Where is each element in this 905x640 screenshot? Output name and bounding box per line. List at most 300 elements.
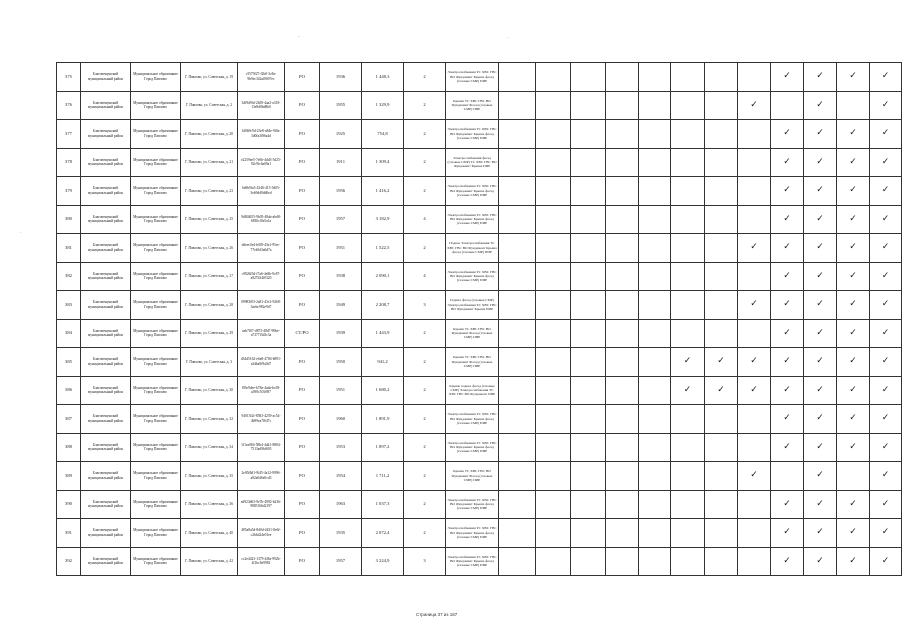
work-check-cell (771, 490, 804, 519)
row-number: 376 (57, 91, 81, 120)
area-cell: 3 224,9 (362, 547, 404, 576)
building-id-cell: c5579f27-f2b0-3c8a-9b9ec342af0697ec (238, 63, 285, 92)
work-check-cell (771, 120, 804, 149)
work-check-cell (870, 348, 902, 377)
work-check-cell (771, 462, 804, 491)
district-cell: Благовещенский муниципальный район (81, 120, 131, 149)
work-check-cell (804, 177, 837, 206)
work-check-cell (536, 348, 571, 377)
checkmark-icon: ✓ (881, 128, 890, 139)
municipality-cell: Муниципальное образование Город Павлово (131, 405, 181, 434)
district-cell: Благовещенский муниципальный район (81, 547, 131, 576)
work-check-cell (837, 519, 870, 548)
work-check-cell (870, 91, 902, 120)
work-check-cell (499, 291, 536, 320)
building-id-cell: e2259ee5-7e0b-4dd3-5d25-92c9fc6a09a1 (238, 148, 285, 177)
address-cell: Г. Павлово, ул. Советская, д. 27 (181, 262, 238, 291)
municipality-cell: Муниципальное образование Город Павлово (131, 91, 181, 120)
work-check-cell (639, 490, 671, 519)
area-cell: 1 711,2 (362, 462, 404, 491)
checkmark-icon: ✓ (849, 384, 857, 395)
checkmark-icon: ✓ (849, 270, 857, 281)
area-cell: 2 090,1 (362, 262, 404, 291)
work-check-cell (804, 490, 837, 519)
checkmark-icon: ✓ (783, 71, 791, 82)
floors-cell: 2 (404, 148, 446, 177)
checkmark-icon: ✓ (783, 185, 791, 196)
district-cell: Благовещенский муниципальный район (81, 234, 131, 263)
work-check-cell (536, 234, 571, 263)
year-cell: 1963 (320, 490, 362, 519)
building-id-cell: 3df9d9fd-2b50-4aa2-a318-13e8d0bd8b0 (238, 91, 285, 120)
checkmark-icon: ✓ (849, 242, 857, 253)
checkmark-icon: ✓ (783, 213, 791, 224)
ownership-type-cell: РО (285, 348, 320, 377)
checkmark-icon: ✓ (816, 270, 824, 281)
work-check-cell (536, 376, 571, 405)
work-types-cell: Электроснабжения ТС ХВС ГВС ВО Фундамент Крыша фасад (газовые СМР) ПИР (446, 405, 499, 434)
work-check-cell (837, 120, 870, 149)
work-check-cell (639, 405, 671, 434)
work-check-cell (705, 519, 738, 548)
municipality-cell: Муниципальное образование Город Павлово (131, 490, 181, 519)
work-check-cell (804, 433, 837, 462)
checkmark-icon: ✓ (816, 384, 824, 395)
work-check-cell (671, 120, 705, 149)
work-check-cell (639, 63, 671, 92)
work-check-cell (571, 547, 606, 576)
row-number: 392 (57, 547, 81, 576)
checkmark-icon: ✓ (750, 99, 758, 110)
table-row (57, 262, 902, 291)
work-check-cell (870, 547, 902, 576)
work-check-cell (536, 490, 571, 519)
municipality-cell: Муниципальное образование Город Павлово (131, 433, 181, 462)
building-id-cell: ddeec0e4-b0f8-43a1-95ec-77eb5d3a6d7a (238, 234, 285, 263)
work-check-cell (705, 462, 738, 491)
district-cell: Благовещенский муниципальный район (81, 405, 131, 434)
work-check-cell (571, 63, 606, 92)
work-check-cell (639, 177, 671, 206)
municipality-cell: Муниципальное образование Город Павлово (131, 234, 181, 263)
checkmark-icon: ✓ (683, 356, 692, 367)
work-check-cell (771, 547, 804, 576)
district-cell: Благовещенский муниципальный район (81, 91, 131, 120)
district-cell: Благовещенский муниципальный район (81, 519, 131, 548)
work-check-cell (606, 262, 639, 291)
work-check-cell (536, 519, 571, 548)
work-check-cell (571, 519, 606, 548)
year-cell: 1938 (320, 262, 362, 291)
work-check-cell (705, 205, 738, 234)
checkmark-icon: ✓ (881, 270, 890, 281)
work-check-cell (837, 405, 870, 434)
work-check-cell (738, 234, 771, 263)
work-check-cell (499, 462, 536, 491)
year-cell: 1936 (320, 63, 362, 92)
ownership-type-cell: РО (285, 433, 320, 462)
checkmark-icon: ✓ (849, 356, 857, 367)
building-id-cell: 09983f03-2a81-43c3-9268-3aebc982e9d7 (238, 291, 285, 320)
work-check-cell (870, 148, 902, 177)
work-check-cell (606, 319, 639, 348)
work-check-cell (606, 148, 639, 177)
year-cell: 1955 (320, 91, 362, 120)
building-id-cell: d34d5162-e6a8-4784-b891-a3dba9f9a0d7 (238, 348, 285, 377)
work-check-cell (536, 405, 571, 434)
work-check-cell (571, 462, 606, 491)
checkmark-icon: ✓ (849, 327, 857, 338)
checkmark-icon: ✓ (881, 470, 890, 481)
checkmark-icon: ✓ (881, 299, 890, 310)
work-types-cell: Электроснабжения ТС ХВС ГВС ВО Фундамент Крыша фасад (газовые СМР) ПИР (446, 519, 499, 548)
checkmark-icon: ✓ (783, 384, 791, 395)
floors-cell: 2 (404, 177, 446, 206)
year-cell: 1953 (320, 433, 362, 462)
row-number: 386 (57, 376, 81, 405)
work-check-cell (738, 405, 771, 434)
municipality-cell: Муниципальное образование Город Павлово (131, 205, 181, 234)
work-check-cell (771, 177, 804, 206)
address-cell: Г. Павлово, ул. Советская, д. 40 (181, 519, 238, 548)
work-check-cell (639, 205, 671, 234)
work-check-cell (870, 519, 902, 548)
work-check-cell (639, 120, 671, 149)
ownership-type-cell: РО (285, 63, 320, 92)
ownership-type-cell: РО (285, 519, 320, 548)
floors-cell: 3 (404, 547, 446, 576)
work-check-cell (837, 348, 870, 377)
row-number: 379 (57, 177, 81, 206)
district-cell: Благовещенский муниципальный район (81, 291, 131, 320)
work-check-cell (738, 462, 771, 491)
work-check-cell (671, 205, 705, 234)
checkmark-icon: ✓ (783, 413, 791, 424)
year-cell: 1925 (320, 120, 362, 149)
work-check-cell (671, 63, 705, 92)
municipality-cell: Муниципальное образование Город Павлово (131, 547, 181, 576)
building-id-cell: 485a8a5d-8d0d-4431-8e6f-c2b6d24e01ee (238, 519, 285, 548)
work-check-cell (536, 63, 571, 92)
work-check-cell (804, 405, 837, 434)
work-check-cell (639, 348, 671, 377)
work-check-cell (804, 348, 837, 377)
table-row (57, 63, 902, 92)
checkmark-icon: ✓ (750, 356, 758, 367)
work-check-cell (606, 177, 639, 206)
work-check-cell (804, 291, 837, 320)
year-cell: 1954 (320, 462, 362, 491)
work-check-cell (671, 319, 705, 348)
work-types-cell: Электроснабжения ТС ХВС ГВС ВО Фундамент Крыша фасад (газовые СМР) ПИР (446, 547, 499, 576)
work-check-cell (639, 519, 671, 548)
work-check-cell (639, 319, 671, 348)
building-id-cell: ed923d63-9e7b-4992-b236-9885166d2197 (238, 490, 285, 519)
work-check-cell (571, 490, 606, 519)
floors-cell: 4 (404, 262, 446, 291)
checkmark-icon: ✓ (750, 299, 758, 310)
row-number: 384 (57, 319, 81, 348)
table-row (57, 319, 902, 348)
ownership-type-cell: РО (285, 462, 320, 491)
row-number: 388 (57, 433, 81, 462)
work-check-cell (771, 405, 804, 434)
checkmark-icon: ✓ (783, 270, 791, 281)
work-check-cell (870, 234, 902, 263)
area-cell: 941,2 (362, 348, 404, 377)
row-number: 389 (57, 462, 81, 491)
checkmark-icon: ✓ (783, 441, 791, 452)
area-cell: 1 037,3 (362, 490, 404, 519)
checkmark-icon: ✓ (783, 242, 791, 253)
area-cell: 1 416,2 (362, 177, 404, 206)
work-check-cell (804, 120, 837, 149)
work-check-cell (499, 120, 536, 149)
work-check-cell (606, 519, 639, 548)
building-id-cell: 6e8b9fa5-4346-415-5d05-3eb9dd9dd0ed (238, 177, 285, 206)
work-check-cell (837, 490, 870, 519)
work-check-cell (571, 319, 606, 348)
floors-cell: 4 (404, 205, 446, 234)
work-check-cell (705, 348, 738, 377)
building-id-cell: 94015f2f-8583-4239-ac54-4b99ea7f647c (238, 405, 285, 434)
building-id-cell: 9d8f4655-9b05-48ab-abd8-6830cf0e5a1a (238, 205, 285, 234)
work-check-cell (870, 120, 902, 149)
work-check-cell (837, 234, 870, 263)
floors-cell: 2 (404, 120, 446, 149)
ownership-type-cell: РО (285, 262, 320, 291)
work-types-cell: Электроснабжения ТС ХВС ГВС ВО Фундамент Крыша фасад (газовые СМР) ПИР (446, 433, 499, 462)
work-check-cell (671, 376, 705, 405)
address-cell: Г. Павлово, ул. Советская, д. 28 (181, 291, 238, 320)
work-check-cell (804, 234, 837, 263)
year-cell: 1939 (320, 319, 362, 348)
checkmark-icon: ✓ (783, 299, 791, 310)
address-cell: Г. Павлово, ул. Советская, д. 30 (181, 376, 238, 405)
checkmark-icon: ✓ (750, 470, 758, 481)
work-check-cell (804, 91, 837, 120)
building-id-cell: cc2e4423-1379-4f8a-992b-4f1bc8e9982 (238, 547, 285, 576)
work-check-cell (639, 376, 671, 405)
municipality-cell: Муниципальное образование Город Павлово (131, 376, 181, 405)
work-check-cell (804, 63, 837, 92)
checkmark-icon: ✓ (881, 242, 890, 253)
table-row (57, 205, 902, 234)
floors-cell: 2 (404, 348, 446, 377)
work-check-cell (606, 376, 639, 405)
work-types-cell: Электроснабжения ТС ХВС ГВС ВО Фундамент Крыша фасад (газовые СМР) ПИР (446, 63, 499, 92)
year-cell: 1950 (320, 348, 362, 377)
work-check-cell (771, 319, 804, 348)
address-cell: Г. Павлово, ул. Советская, д. 36 (181, 490, 238, 519)
work-check-cell (804, 376, 837, 405)
work-check-cell (606, 462, 639, 491)
work-check-cell (639, 433, 671, 462)
checkmark-icon: ✓ (816, 555, 824, 566)
work-check-cell (771, 63, 804, 92)
checkmark-icon: ✓ (783, 555, 791, 566)
floors-cell: 2 (404, 376, 446, 405)
ownership-type-cell: РО (285, 376, 320, 405)
building-id-cell: 1d0b9c9d-23e8-a84e-9f0a-3d0fa3f86a4d (238, 120, 285, 149)
checkmark-icon: ✓ (849, 527, 857, 538)
district-cell: Благовещенский муниципальный район (81, 205, 131, 234)
table-row (57, 433, 902, 462)
checkmark-icon: ✓ (816, 413, 824, 424)
work-check-cell (671, 148, 705, 177)
row-number: 382 (57, 262, 81, 291)
work-check-cell (705, 490, 738, 519)
floors-cell: 2 (404, 433, 446, 462)
building-id-cell: 1f1ea084-58b4-4d41-8884-7513ad9bf603 (238, 433, 285, 462)
work-check-cell (499, 262, 536, 291)
work-types-cell: Электроснабжения ТС ХВС ГВС ВО Фундамент Крыша фасад (газовые СМР) ПИР (446, 490, 499, 519)
area-cell: 3 182,9 (362, 205, 404, 234)
work-check-cell (671, 91, 705, 120)
table-row (57, 490, 902, 519)
work-check-cell (705, 291, 738, 320)
work-check-cell (870, 205, 902, 234)
checkmark-icon: ✓ (816, 99, 824, 110)
work-check-cell (639, 291, 671, 320)
checkmark-icon: ✓ (881, 99, 890, 110)
work-check-cell (671, 348, 705, 377)
checkmark-icon: ✓ (816, 327, 824, 338)
floors-cell: 2 (404, 462, 446, 491)
checkmark-icon: ✓ (849, 441, 857, 452)
work-check-cell (837, 148, 870, 177)
row-number: 381 (57, 234, 81, 263)
work-check-cell (671, 433, 705, 462)
work-check-cell (606, 348, 639, 377)
floors-cell: 3 (404, 291, 446, 320)
work-check-cell (705, 433, 738, 462)
floors-cell: 2 (404, 490, 446, 519)
floors-cell: 2 (404, 91, 446, 120)
work-check-cell (536, 433, 571, 462)
year-cell: 1949 (320, 291, 362, 320)
checkmark-icon: ✓ (816, 71, 824, 82)
work-check-cell (499, 490, 536, 519)
checkmark-icon: ✓ (849, 71, 857, 82)
area-cell: 1 443,9 (362, 319, 404, 348)
address-cell: Г. Павлово, ул. Советская, д. 34 (181, 433, 238, 462)
work-check-cell (804, 547, 837, 576)
year-cell: 1956 (320, 177, 362, 206)
work-check-cell (837, 205, 870, 234)
work-check-cell (771, 348, 804, 377)
table-row (57, 462, 902, 491)
checkmark-icon: ✓ (881, 441, 890, 452)
area-cell: 2 072,4 (362, 519, 404, 548)
work-check-cell (870, 319, 902, 348)
work-check-cell (671, 462, 705, 491)
checkmark-icon: ✓ (816, 213, 824, 224)
work-check-cell (536, 120, 571, 149)
address-cell: Г. Павлово, ул. Советская, д. 35 (181, 462, 238, 491)
district-cell: Благовещенский муниципальный район (81, 63, 131, 92)
row-number: 383 (57, 291, 81, 320)
building-id-cell: aeb7f07-d873-48d7-90be-a7377f3d3c3a (238, 319, 285, 348)
year-cell: 1957 (320, 205, 362, 234)
work-check-cell (536, 262, 571, 291)
address-cell: Г. Павлово, ул. Советская, д. 3 (181, 348, 238, 377)
address-cell: Г. Павлово, ул. Советская, д. 25 (181, 205, 238, 234)
work-check-cell (870, 376, 902, 405)
work-check-cell (671, 177, 705, 206)
work-check-cell (771, 433, 804, 462)
work-types-cell: Крыша подвал фасад (газовые СМР) Электроснабжения ТС ХВС ГВС ВО Фундамент ПИР (446, 376, 499, 405)
work-check-cell (738, 91, 771, 120)
work-check-cell (837, 262, 870, 291)
area-cell: 2 208,7 (362, 291, 404, 320)
work-types-cell: Подвал Электроснабжения ТС ХВС ГВС ВО Фундамент Крыша фасад (газовые СМР) ПИР (446, 234, 499, 263)
work-types-cell: Электроснабжения ТС ХВС ГВС ВО Фундамент Крыша фасад (газовые СМР) ПИР (446, 205, 499, 234)
table-row (57, 348, 902, 377)
work-check-cell (738, 490, 771, 519)
work-check-cell (738, 205, 771, 234)
work-check-cell (606, 91, 639, 120)
checkmark-icon: ✓ (816, 242, 824, 253)
row-number: 375 (57, 63, 81, 92)
work-check-cell (639, 262, 671, 291)
ownership-type-cell: РО (285, 148, 320, 177)
work-check-cell (804, 462, 837, 491)
work-check-cell (804, 262, 837, 291)
work-check-cell (870, 291, 902, 320)
work-types-cell: Подвал фасад (газовые СМР) Электроснабжения ТС ХВС ГВС ВО Фундамент Крыша ПИР (446, 291, 499, 320)
building-id-cell: 2e05f8d1-9f45-4a12-9996-a82a0d6e0cd3 (238, 462, 285, 491)
work-check-cell (804, 319, 837, 348)
work-check-cell (499, 348, 536, 377)
checkmark-icon: ✓ (849, 156, 857, 167)
municipality-cell: Муниципальное образование Город Павлово (131, 63, 181, 92)
municipality-cell: Муниципальное образование Город Павлово (131, 120, 181, 149)
work-types-cell: Электроснабжения ТС ХВС ГВС ВО Фундамент Крыша фасад (газовые СМР) ПИР (446, 177, 499, 206)
work-check-cell (571, 91, 606, 120)
work-types-cell: Электроснабжения ТС ХВС ГВС ВО Фундамент Крыша фасад (газовые СМР) ПИР (446, 262, 499, 291)
address-cell: Г. Павлово, ул. Советская, д. 19 (181, 63, 238, 92)
ownership-type-cell: РО (285, 490, 320, 519)
work-check-cell (671, 234, 705, 263)
work-check-cell (705, 547, 738, 576)
address-cell: Г. Павлово, ул. Советская, д. 2 (181, 91, 238, 120)
year-cell: 1911 (320, 148, 362, 177)
work-check-cell (671, 490, 705, 519)
checkmark-icon: ✓ (783, 128, 791, 139)
checkmark-icon: ✓ (717, 384, 725, 395)
ownership-type-cell: РО (285, 177, 320, 206)
address-cell: Г. Павлово, ул. Советская, д. 20 (181, 120, 238, 149)
work-check-cell (606, 120, 639, 149)
work-check-cell (536, 177, 571, 206)
work-check-cell (571, 376, 606, 405)
checkmark-icon: ✓ (849, 185, 857, 196)
scan-mark-left: · (20, 230, 22, 236)
work-check-cell (571, 405, 606, 434)
work-check-cell (705, 319, 738, 348)
ownership-type-cell: РО (285, 291, 320, 320)
ownership-type-cell: РО (285, 91, 320, 120)
checkmark-icon: ✓ (881, 498, 890, 509)
row-number: 380 (57, 205, 81, 234)
ownership-type-cell: РО (285, 120, 320, 149)
floors-cell: 2 (404, 234, 446, 263)
work-check-cell (705, 91, 738, 120)
checkmark-icon: ✓ (881, 327, 890, 338)
work-types-cell: Крыша ТС ХВС ГВС ВО Фундамент Фасад (газовые СМР) ПИР (446, 91, 499, 120)
work-check-cell (738, 348, 771, 377)
